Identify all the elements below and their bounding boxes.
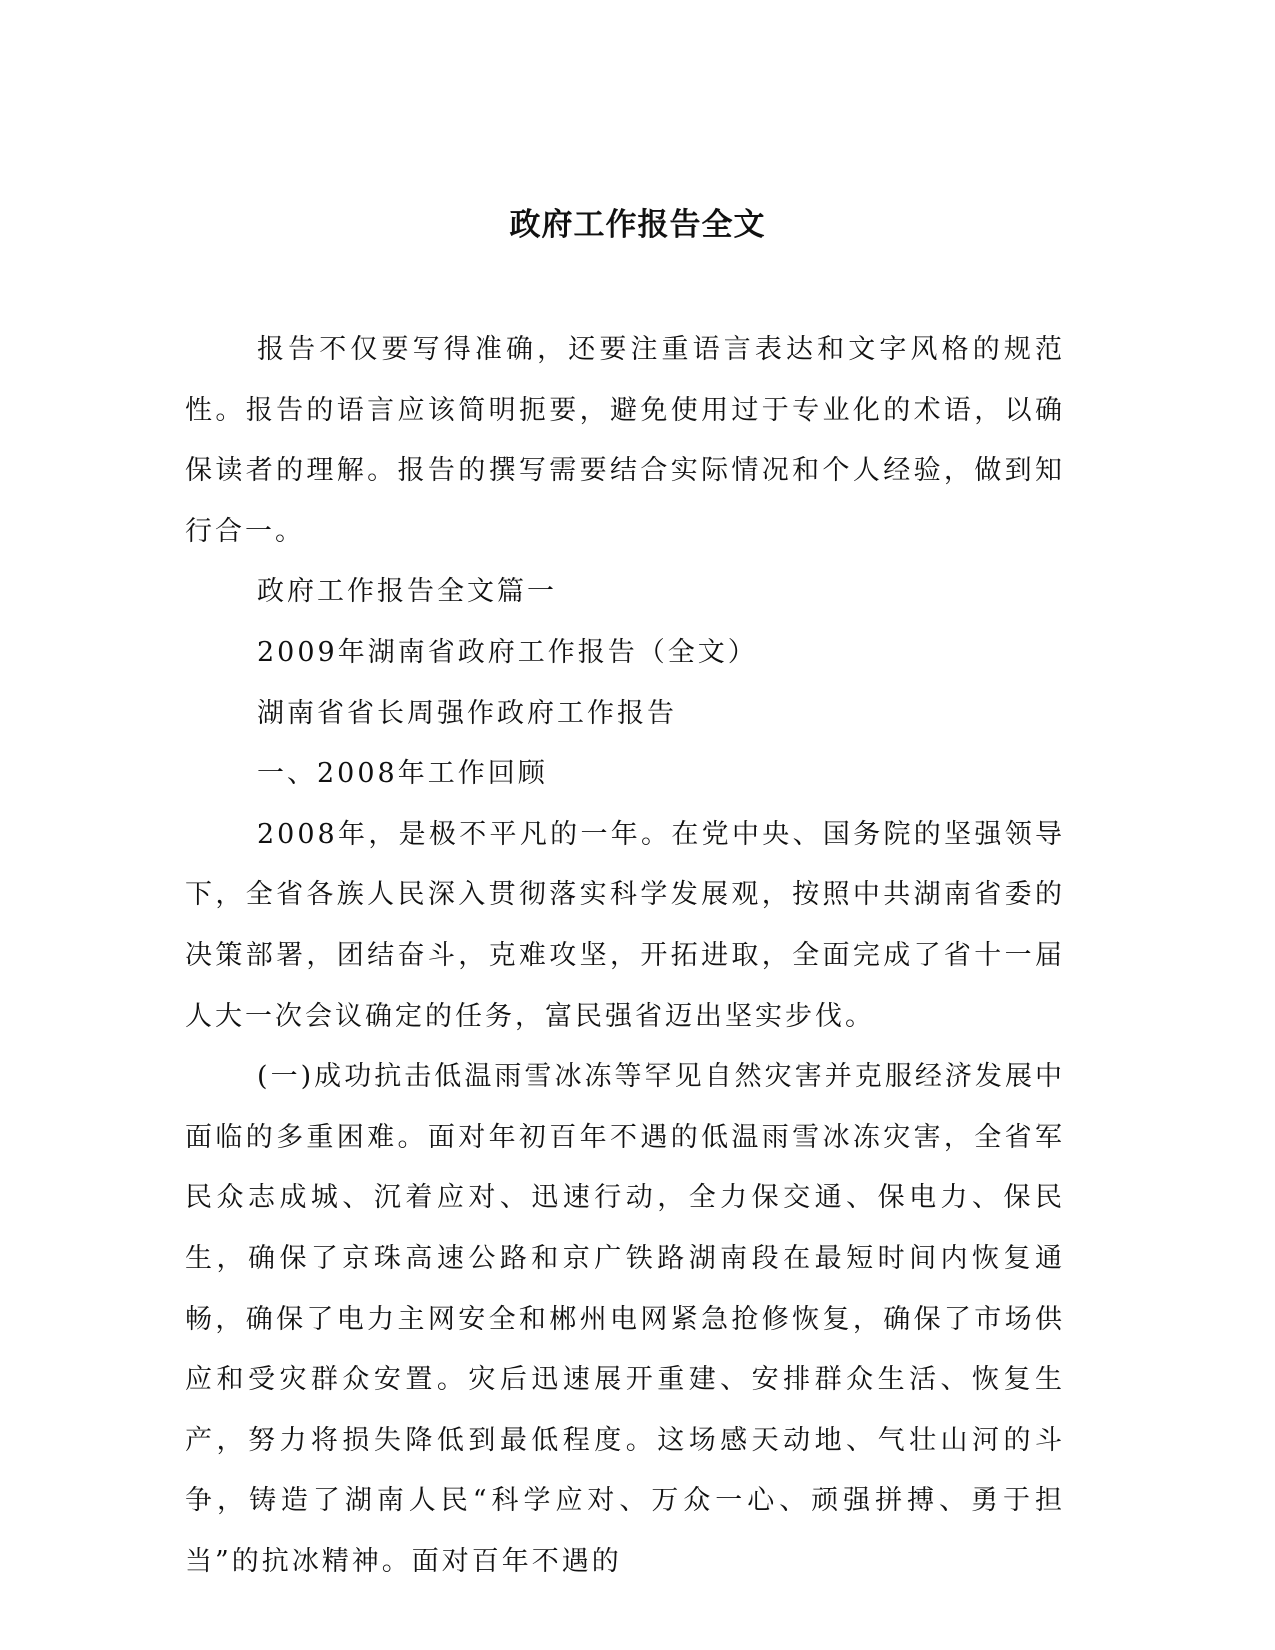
document-title: 政府工作报告全文 (509, 207, 766, 243)
paragraph-intro: 报告不仅要写得准确，还要注重语言表达和文字风格的规范性。报告的语言应该简明扼要，避免使用过于专业化的术语，以确保读者的理解。报告的撰写需要结合实际情况和个人经验，做到知行合一。 (185, 334, 1065, 547)
paragraph-report-title: 2009年湖南省政府工作报告（全文） (257, 636, 758, 668)
paragraph-speaker: 湖南省省长周强作政府工作报告 (257, 697, 677, 729)
paragraph-disaster-response: (一)成功抗击低温雨雪冰冻等罕见自然灾害并克服经济发展中面临的多重困难。面对年初百年不遇的低温雨雪冰冻灾害，全省军民众志成城、沉着应对、迅速行动，全力保交通、保电力、保民生，确保了京珠高速公路和京广铁路湖南段在最短时间内恢复通畅，确保了电力主网安全和郴州电网紧急抢修恢复，确保了市场供应和受灾群众安置。灾后迅速展开重建、安排群众生活、恢复生产，努力将损失降低到最低程度。这场感天动地、气壮山河的斗争，铸造了湖南人民“科学应对、万众一心、顽强拼搏、勇于担当”的抗冰精神。面对百年不遇的 (185, 1061, 1065, 1577)
paragraph-section-heading: 政府工作报告全文篇一 (257, 576, 557, 608)
document-body (185, 320, 1065, 1592)
paragraph-overview: 2008年，是极不平凡的一年。在党中央、国务院的坚强领导下，全省各族人民深入贯彻落实科学发展观，按照中共湖南省委的决策部署，团结奋斗，克难攻坚，开拓进取，全面完成了省十一届人大一次会议确定的任务，富民强省迈出坚实步伐。 (185, 818, 1065, 1032)
paragraph-chapter-heading: 一、2008年工作回顾 (257, 758, 548, 790)
